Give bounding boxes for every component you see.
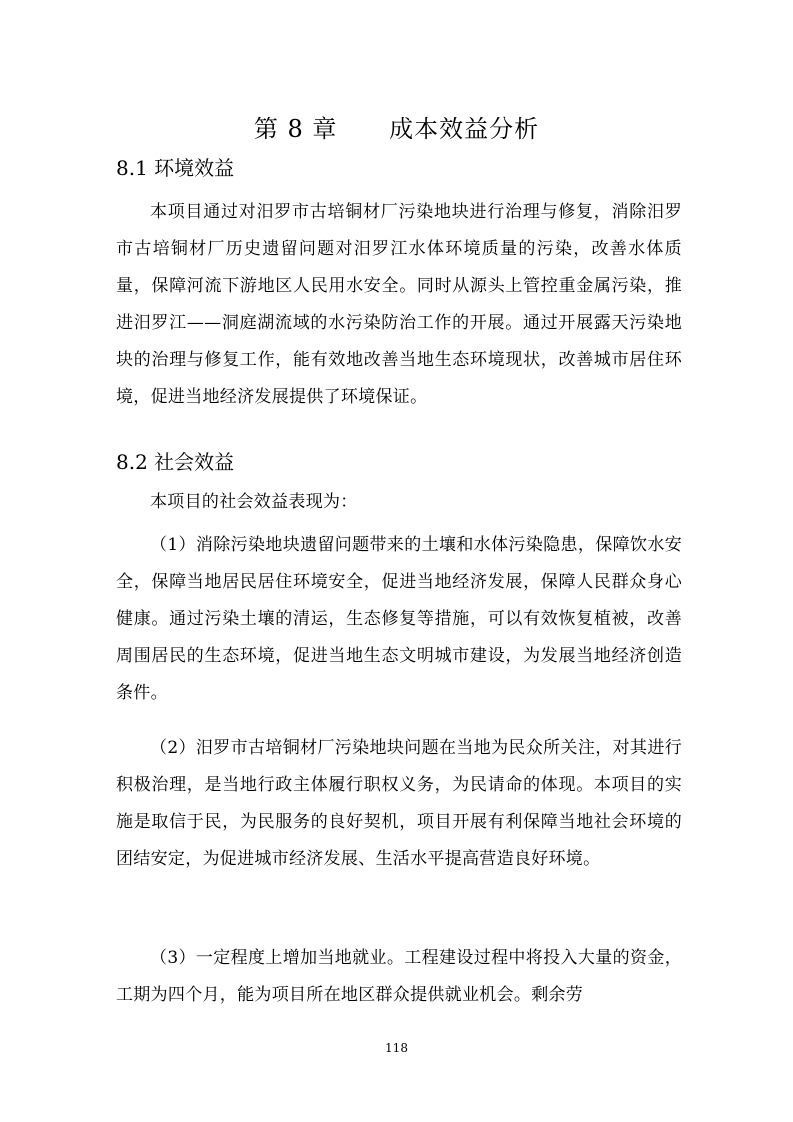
chapter-title: 第 8 章 成本效益分析 [253,115,540,143]
paragraph-social-item-2: （2）汨罗市古培铜材厂污染地块问题在当地为民众所关注，对其进行积极治理，是当地行政主体履行职权义务，为民请命的体现。本项目的实施是取信于民，为民服务的良好契机，项目开展有利保障当地社会环境的团结安定，为促进城市经济发展、生活水平提高营造良好环境。 [116,738,682,869]
paragraph-social-item-3: （3）一定程度上增加当地就业。工程建设过程中将投入大量的资金，工期为四个月，能为项目所在地区群众提供就业机会。剩余劳 [116,948,682,1005]
page-number: 118 [385,1041,408,1055]
section-heading-environmental-benefits: 8.1 环境效益 [116,156,235,180]
paragraph-environmental-benefits: 本项目通过对汨罗市古培铜材厂污染地块进行治理与修复，消除汨罗市古培铜材厂历史遗留问题对汨罗江水体环境质量的污染，改善水体质量，保障河流下游地区人民用水安全。同时从源头上管控重金属污染，推进汨罗江——洞庭湖流域的水污染防治工作的开展。通过开展露天污染地块的治理与修复工作，能有效地改善当地生态环境现状，改善城市居住环境，促进当地经济发展提供了环境保证。 [116,202,682,407]
section-heading-social-benefits: 8.2 社会效益 [116,450,235,474]
paragraph-social-intro: 本项目的社会效益表现为： [150,492,358,512]
paragraph-social-item-1: （1）消除污染地块遗留问题带来的土壤和水体污染隐患，保障饮水安全，保障当地居民居住环境安全，促进当地经济发展，保障人民群众身心健康。通过污染土壤的清运，生态修复等措施，可以有效恢复植被，改善周围居民的生态环境，促进当地生态文明城市建设，为发展当地经济创造条件。 [116,535,682,703]
